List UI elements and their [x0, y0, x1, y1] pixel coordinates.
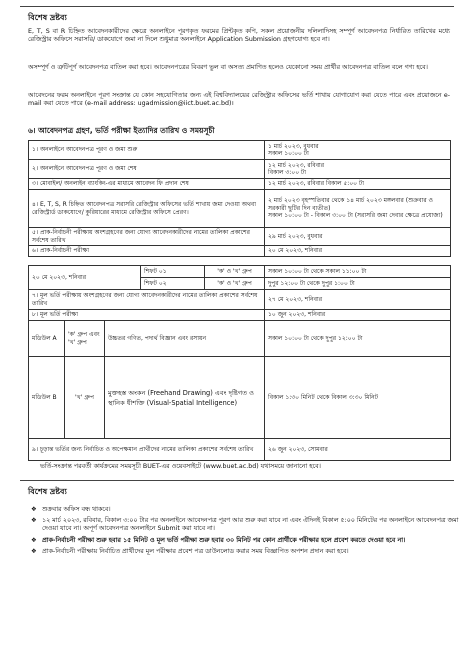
- module-subject: উচ্চতর গণিত, পদার্থ বিজ্ঞান এবং রসায়ন: [105, 321, 265, 357]
- schedule-row: [29, 190, 451, 228]
- schedule-date: ১০ জুন ২০২৩, শনিবার: [265, 310, 451, 321]
- schedule-item: ৫। প্রাক-নির্বাচনী পরীক্ষায় অংশগ্রহণের জন্য যোগ্য আবেদনকারীদের নামের তালিকা প্রকাশের সর্বশেষ তারিখ: [29, 228, 265, 246]
- bottom-notice-list: [28, 506, 464, 559]
- top-notice-paragraph-1: E, T, S বা R চিহ্নিত আবেদনকারীদের ক্ষেত্রে অনলাইনে পূরণকৃত ফরমের প্রিন্টকৃত কপি, সকল প্রয়োজনীয় দলিলাদিসহ সম্পূর্ণ আবেদনপত্র নির্ধারিত তারিখের মধ্যে রেজিস্ট্রার অফিসে সরাসরি/ ডাকযোগে জমা না দিলে শুধুমাত্র অনলাইনে Application Submission গ্রহণযোগ্য হবে না।: [28, 28, 450, 44]
- schedule-item: ৬। প্রাক-নির্বাচনী পরীক্ষা: [29, 246, 265, 257]
- module-time: বিকাল ১:৩০ মিনিট থেকে বিকাল ৩:৩০ মিনিট: [265, 357, 451, 439]
- module-name: মডিউল A: [29, 321, 65, 357]
- module-subject: মুক্তহস্ত অংকন (Freehand Drawing) এবং দৃষ্টিগত ও স্থানিক ধীশক্তি (Visual-Spatial Intelligence): [105, 357, 265, 439]
- shift-date: ২০ মে ২০২৩, শনিবার: [29, 266, 141, 290]
- notice-item: ❖ ১২ মার্চ ২০২৩, রবিবার, বিকাল ৩:০০ টার পর অনলাইনে আবেদনপত্র পূরণ আর শুরু করা যাবে না এবং ঐদিনই বিকাল ৫:০০ মিনিটের পর অনলাইনে আবেদনপত্র জমা দেওয়া যাবে না। অপূর্ণ আবেদনপত্র অনলাইনে Submit করা যাবে না।: [31, 517, 459, 533]
- shift-row: [29, 266, 451, 278]
- diamond-bullet-icon: ❖: [31, 517, 37, 525]
- module-group: 'খ' গ্রুপ: [65, 357, 105, 439]
- notice-item: ❖ প্রাক-নির্বাচনী পরীক্ষায় নির্বাচিত প্রার্থীদের মূল পরীক্ষার প্রবেশ পত্র ডাউনলোড করার সময় বিজ্ঞাপিত অপশন প্রদান করা হবে।: [31, 547, 349, 555]
- middle-divider: [20, 480, 454, 481]
- schedule-date: ১ মার্চ ২০২৩, বুধবার সকাল ১০:০০ টা: [265, 141, 451, 160]
- schedule-item: ৪। E, T, S, R চিহ্নিত আবেদনপত্র সরাসরি রেজিস্ট্রার অফিসের ভর্তি শাখায় জমা দেওয়া অথবা রেজিস্ট্রার্ড ডাকযোগে/ কুরিয়ারের মাধ্যমে রেজিস্ট্রার অফিসে প্রেরণ।: [29, 190, 265, 228]
- schedule-table-2: [28, 289, 451, 321]
- schedule-item: ৭। মূল ভর্তি পরীক্ষায় অংশগ্রহণের জন্য যোগ্য আবেদনকারীদের নামের তালিকা প্রকাশের সর্বশেষ তারিখ: [29, 290, 265, 310]
- shift-group: 'ক' ও 'খ' গ্রুপ: [205, 266, 265, 278]
- schedule-table-3: [28, 438, 451, 461]
- module-time: সকাল ১০:০০ টা থেকে দুপুর ১২:০০ টা: [265, 321, 451, 357]
- shift-group: 'ক' ও 'খ' গ্রুপ: [205, 278, 265, 290]
- shift-label: শিফট ০২: [141, 278, 205, 290]
- top-notice-heading: বিশেষ দ্রষ্টব্য: [28, 13, 67, 22]
- schedule-item: ২। অনলাইনে আবেদনপত্র পূরণ ও জমা শেষ: [29, 160, 265, 179]
- module-row: [29, 357, 451, 439]
- schedule-date: ১২ মার্চ ২০২৩, রবিবার বিকাল ৩:০০ টা: [265, 160, 451, 179]
- diamond-bullet-icon: ❖: [31, 547, 37, 555]
- schedule-footnote: ভর্তি-সংক্রান্ত পরবর্তী কার্যক্রমের সময়সূচী BUET-এর ওয়েবসাইটে (www.buet.ac.bd) যথাসময়ে জানানো হবে।: [40, 463, 321, 470]
- diamond-bullet-icon: ❖: [31, 536, 37, 544]
- schedule-row: [29, 290, 451, 310]
- module-row: [29, 321, 451, 357]
- schedule-date: ২৬ জুন ২০২৩, সোমবার: [265, 439, 451, 461]
- module-table: [28, 320, 451, 439]
- schedule-row: [29, 246, 451, 257]
- module-name: মডিউল B: [29, 357, 65, 439]
- schedule-item: ৯। চূড়ান্ত ভর্তির জন্য নির্বাচিত ও অপেক্ষমান প্রার্থীদের নামের তালিকা প্রকাশের সর্বশেষ তারিখ: [29, 439, 265, 461]
- schedule-date: ২ মার্চ ২০২৩ বৃহস্পতিবার থেকে ১৪ মার্চ ২০২৩ মঙ্গলবার (শুক্রবার ও সরকারী ছুটির দিন ব্যতীত) সকাল ১০:০০ টা - বিকাল ৩:০০ টা (সরাসরি জমা দেবার ক্ষেত্রে প্রযোজ্য): [265, 190, 451, 228]
- top-notice-paragraph-3: আবেদনের ফরম অনলাইনে পূরণ সংক্রান্ত যে কোন সহযোগিতার জন্য এই বিশ্ববিদ্যালয়ের রেজিস্ট্রার অফিসের ভর্তি শাখায় যোগাযোগ করা যেতে পারে এবং প্রয়োজনে e-mail করা যেতে পারে (e-mail address: ugadmission@iict.buet.ac.bd)।: [28, 92, 450, 108]
- schedule-row: [29, 228, 451, 246]
- schedule-item: ৩। মোবাইল/ অনলাইন ব্যাংকিং-এর মাধ্যমে আবেদন ফি প্রদান শেষ: [29, 179, 265, 190]
- shift-time: সকাল ১০:০০ টা থেকে সকাল ১১:০০ টা: [265, 266, 451, 278]
- schedule-row: [29, 141, 451, 160]
- top-notice-paragraph-2: অসম্পূর্ণ ও ত্রুটিপূর্ণ আবেদনপত্র বাতিল করা হবে। আবেদনপত্রের বিবরণ ভুল বা অসত্য প্রমাণিত হলেও যেকোনো সময় প্রার্থীর আবেদনপত্র বাতিল বলে গণ্য হবে।: [28, 64, 428, 71]
- shift-time: দুপুর ১২:০০ টা থেকে দুপুর ১:০০ টা: [265, 278, 451, 290]
- schedule-row: [29, 310, 451, 321]
- notice-item: ❖ প্রাক-নির্বাচনী পরীক্ষা শুরু হবার ১৫ মিনিট ও মূল ভর্তি পরীক্ষা শুরু হবার ৩০ মিনিট পর কোন প্রার্থীকে পরীক্ষার হলে প্রবেশ করতে দেওয়া হবে না।: [31, 536, 406, 544]
- shift-label: শিফট ০১: [141, 266, 205, 278]
- module-group: 'ক' গ্রুপ এবং 'খ' গ্রুপ: [65, 321, 105, 357]
- diamond-bullet-icon: ❖: [31, 506, 37, 513]
- schedule-item: ১। অনলাইনে আবেদনপত্র পূরণ ও জমা শুরু: [29, 141, 265, 160]
- schedule-date: ১২ মার্চ ২০২৩, রবিবার বিকাল ৫:০০ টা: [265, 179, 451, 190]
- schedule-date: ২৭ মে ২০২৩, শনিবার: [265, 290, 451, 310]
- schedule-date: ২০ মে ২০২৩, শনিবার: [265, 246, 451, 257]
- notice-item: ❖ শুক্রবার অফিস বন্ধ থাকবে।: [31, 506, 111, 513]
- schedule-row: [29, 179, 451, 190]
- schedule-row: [29, 160, 451, 179]
- schedule-row: [29, 439, 451, 461]
- shift-table: [28, 265, 451, 290]
- schedule-item: ৮। মূল ভর্তি পরীক্ষা: [29, 310, 265, 321]
- schedule-title: ৬। আবেদনপত্র গ্রহণ, ভর্তি পরীক্ষা ইত্যাদির তারিখ ও সময়সূচী: [28, 126, 215, 135]
- schedule-date: ২৯ মার্চ ২০২৩, বুধবার: [265, 228, 451, 246]
- bottom-notice-heading: বিশেষ দ্রষ্টব্য: [28, 487, 67, 496]
- top-divider: [20, 6, 454, 7]
- schedule-table: [28, 140, 451, 257]
